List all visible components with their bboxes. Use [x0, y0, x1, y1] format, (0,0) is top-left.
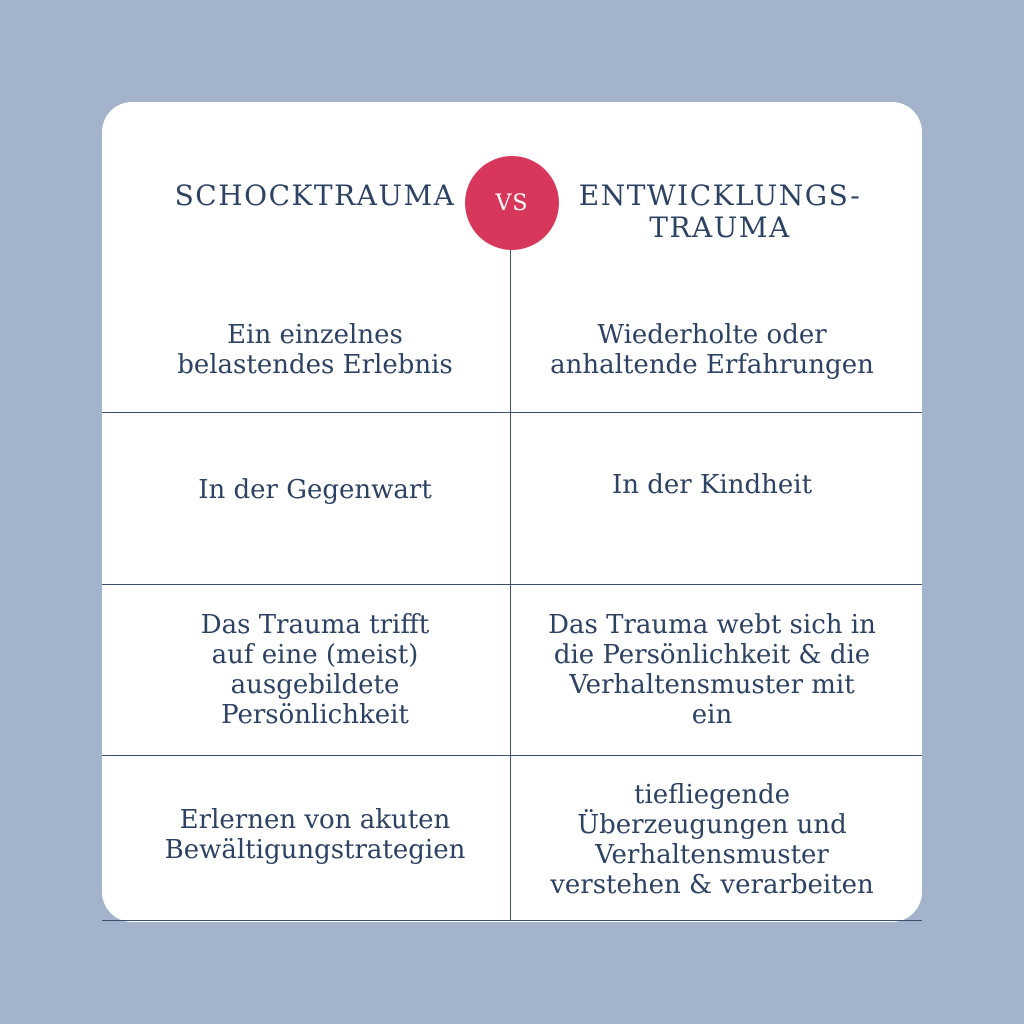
- row-4-right-cell: [512, 765, 912, 915]
- row-1-left-text: Ein einzelnes belastendes Erlebnis: [177, 320, 453, 380]
- row-2-right-text: In der Kindheit: [611, 470, 813, 500]
- row-4-left-cell: [115, 765, 515, 905]
- row-3-right-text: Das Trauma webt sich in die Persönlichkeit & die Verhaltensmuster mit ein: [548, 610, 876, 730]
- row-2-left-text: In der Gegenwart: [198, 475, 432, 505]
- vs-label: VS: [495, 190, 529, 216]
- row-1-left-cell: [115, 290, 515, 410]
- row-2-right-cell: [512, 420, 912, 550]
- row-3-left-text: Das Trauma trifft auf eine (meist) ausgebildete Persönlichkeit: [200, 610, 430, 730]
- row-2-left-cell: [115, 420, 515, 560]
- row-1-right-text: Wiederholte oder anhaltende Erfahrungen: [550, 320, 874, 380]
- row-3-left-cell: [115, 590, 515, 750]
- left-column-heading: SCHOCKTRAUMA: [174, 179, 456, 212]
- row-4-right-text: tiefliegende Überzeugungen und Verhaltensmuster verstehen & verarbeiten: [550, 780, 874, 900]
- bottom-divider: [102, 920, 922, 921]
- row-4-left-text: Erlernen von akuten Bewältigungstrategien: [164, 805, 466, 865]
- vs-badge: [465, 156, 559, 250]
- row-divider: [102, 584, 922, 585]
- row-divider: [102, 412, 922, 413]
- row-divider: [102, 755, 922, 756]
- row-1-right-cell: [512, 290, 912, 410]
- right-column-heading: ENTWICKLUNGS- TRAUMA: [578, 179, 862, 244]
- row-3-right-cell: [512, 590, 912, 750]
